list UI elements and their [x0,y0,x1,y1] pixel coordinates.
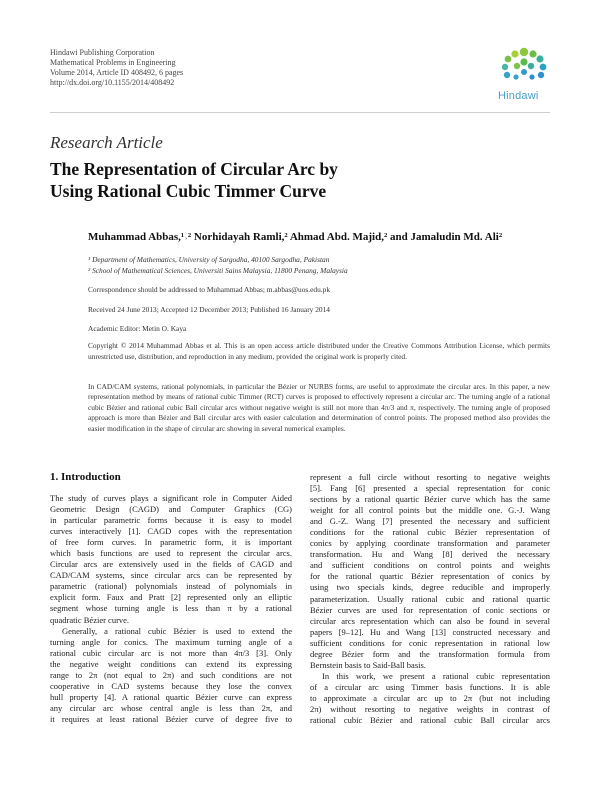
body-line: and G.-Z. Wang [7] presented the necessary and sufficient [310,516,550,527]
title-line-1: The Representation of Circular Arc by [50,159,338,179]
title-line-2: Using Rational Cubic Timmer Curve [50,181,327,201]
body-line: the negative weight conditions can extend its expressing [50,658,292,669]
body-line: rational cubic Bézier and rational cubic Ball circular arcs [310,715,550,726]
body-line: of a circular arc using Timmer basis functions. It is able [310,681,550,692]
body-line: Circular arcs are extensively used in the fields of CAGD and [50,559,292,570]
body-line: parameterization. Usually rational cubic and rational quartic [310,593,550,604]
journal-volume: Volume 2014, Article ID 408492, 6 pages [50,68,184,77]
hindawi-logo-text: Hindawi [498,90,539,102]
body-line: conditions for the rational cubic Bézier representation of [310,527,550,538]
body-line: turning angle for conics. The maximum turning angle of a [50,636,292,647]
body-line: in particular parametric forms because it is easy to model [50,515,292,526]
body-line: for the rational quartic Bézier representation of conics by [310,571,550,582]
body-line: segment whose turning angle is less than π by a rational [50,603,292,614]
body-line: papers [9–12]. Hu and Wang [13] constructed necessary and [310,626,550,637]
article-type: Research Article [50,133,163,152]
body-line: cooperative in CAD systems because they lose the convex [50,680,292,691]
author-list: Muhammad Abbas,¹˒² Norhidayah Ramli,² Ahmad Abd. Majid,² and Jamaludin Md. Ali² [88,231,503,243]
body-line: range to 2π (not equal to 2π) and such conditions are not [50,669,292,680]
body-line: explicit form. Faux and Pratt [2] represented only an elliptic [50,592,292,603]
affiliation-1: ¹ Department of Mathematics, University of Sargodha, 40100 Sargodha, Pakistan [88,255,330,264]
section-heading-introduction: 1. Introduction [50,471,121,483]
body-line: sufficient conditions for conic representation in rational low [310,637,550,648]
body-line: In this work, we present a rational cubic representation [322,670,550,681]
body-line: The study of curves plays a significant role in Computer Aided [50,493,292,503]
body-line: quadratic Bézier curve. [50,614,130,625]
right-column [310,472,550,726]
body-line: circular arcs representation which can also be found in several [310,615,550,626]
body-line: weight for all control points but the middle one. G.-J. Wang [310,505,550,516]
journal-name: Mathematical Problems in Engineering [50,58,176,67]
affiliation-2: ² School of Mathematical Sciences, Universiti Sains Malaysia, 11800 Penang, Malaysia [88,266,348,275]
body-line: curves interactively [1]. CAGD copes with the representation [50,526,292,537]
body-line: degree Bézier form and the transformation formula from [310,648,550,659]
body-line: it requires at least rational Bézier curve of degree five to [50,713,292,724]
body-line: sections by a rational quartic Bézier curve which has the same [310,494,550,505]
publication-dates: Received 24 June 2013; Accepted 12 December 2013; Published 16 January 2014 [88,305,330,314]
body-line: and sufficient conditions on control points and weights [310,560,550,571]
body-line: parametric (rational) polynomials instead of polynomials in [50,581,292,592]
header-divider [50,112,550,113]
body-line: 2π) without resorting to negative weights in contrast of [310,703,550,714]
body-line: any circular arc whose central angle is less than 2π, and [50,702,292,713]
body-line: to approximate a circular arc up to 2π (but not including [310,692,550,703]
body-line: Bézier curves are used for representation of conic sections or [310,604,550,615]
body-line: rational cubic circular arc is not more than 4π/3 [3]. Only [50,647,292,658]
body-line: which basis functions are used to represent the circular arcs. [50,548,292,559]
body-line: Geometric Design (CAGD) and Computer Graphics (CG) [50,504,292,515]
left-column [50,493,292,725]
body-line: represent a full circle without resorting to negative weights [310,472,550,482]
body-line: CAD/CAM systems, since circular arcs can be represented by [50,570,292,581]
paper-title [50,158,550,202]
correspondence: Correspondence should be addressed to Muhammad Abbas; m.abbas@uos.edu.pk [88,285,331,294]
body-line: using two specials kinds, degree reducible and improperly [310,582,550,593]
doi-link[interactable]: http://dx.doi.org/10.1155/2014/408492 [50,78,175,87]
body-line: transformation. Hu and Wang [8] derived the necessary [310,549,550,560]
abstract: In CAD/CAM systems, rational polynomials, in particular the Bézier or NURBS forms, are useful to approximate the circular arcs. In this paper, a new representation method by means of rational cubic Timmer (RCT) curves is proposed to effectively represent a circular arc. The turning angle of a rational cubic Bézier and rational cubic Ball circular arcs without negative weight is still not more than 4π/3 and π, respectively. The turning angle of proposed approach is more than Bézier and Ball circular arcs with easier calculation and determination of control points. The proposed method also provides the easier modification in the shape of circular arc showing in several numerical examples. [88,382,550,433]
body-line: [5]. Fang [6] presented a special representation for conic [310,483,550,494]
body-line: Bernstein basis to Said-Ball basis. [310,659,426,670]
body-line: Generally, a rational cubic Bézier is used to extend the [62,625,292,636]
publisher: Hindawi Publishing Corporation [50,48,155,57]
body-line: of free form curves. In parametric form, it is important [50,537,292,548]
copyright-notice: Copyright © 2014 Muhammad Abbas et al. This is an open access article distributed under the Creative Commons Attribution License, which permits unrestricted use, distribution, and reproduction in any medium, provided the original work is properly cited. [88,341,550,361]
academic-editor: Academic Editor: Metin O. Kaya [88,324,187,333]
body-line: conics by applying coordinate transformation and parameter [310,538,550,549]
body-line: hull property [4]. A rational quartic Bézier curve can express [50,691,292,702]
journal-header [50,48,183,88]
